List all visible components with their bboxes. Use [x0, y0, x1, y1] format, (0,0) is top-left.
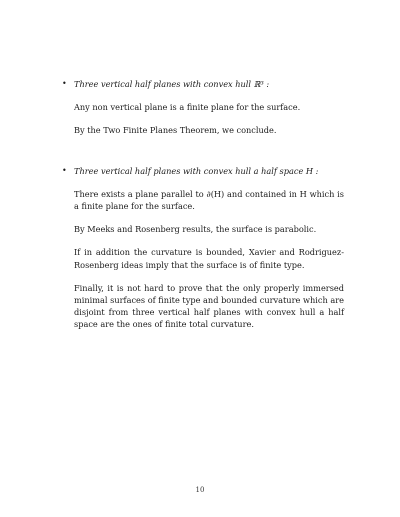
bullet-heading: Three vertical half planes with convex hull ℝ³ :: [74, 79, 270, 89]
bullet-item-half-space: [62, 165, 344, 177]
paragraph: Finally, it is not hard to prove that the only properly immersed minimal surfaces of finite type and bounded curvature which are disjoint from three vertical half planes with convex hull a half space are the ones of finite total curvature.: [74, 282, 344, 330]
bullet-item-convex-hull-r3: [62, 78, 344, 90]
bullet-icon: •: [62, 165, 67, 175]
bullet-heading: Three vertical half planes with convex hull a half space H :: [74, 165, 319, 176]
page-number: 10: [195, 486, 205, 494]
paragraph: By the Two Finite Planes Theorem, we conclude.: [74, 125, 277, 136]
paragraph: If in addition the curvature is bounded, Xavier and Rodriguez-Rosenberg ideas imply that the surface is of finite type.: [74, 247, 344, 270]
bullet-icon: •: [62, 79, 67, 88]
paragraph: There exists a plane parallel to ∂(H) and contained in H which is a finite plane for the surface.: [74, 188, 344, 212]
page-content: [62, 78, 344, 331]
paragraph: Any non vertical plane is a finite plane for the surface.: [74, 102, 301, 113]
paragraph: By Meeks and Rosenberg results, the surface is parabolic.: [74, 224, 317, 235]
